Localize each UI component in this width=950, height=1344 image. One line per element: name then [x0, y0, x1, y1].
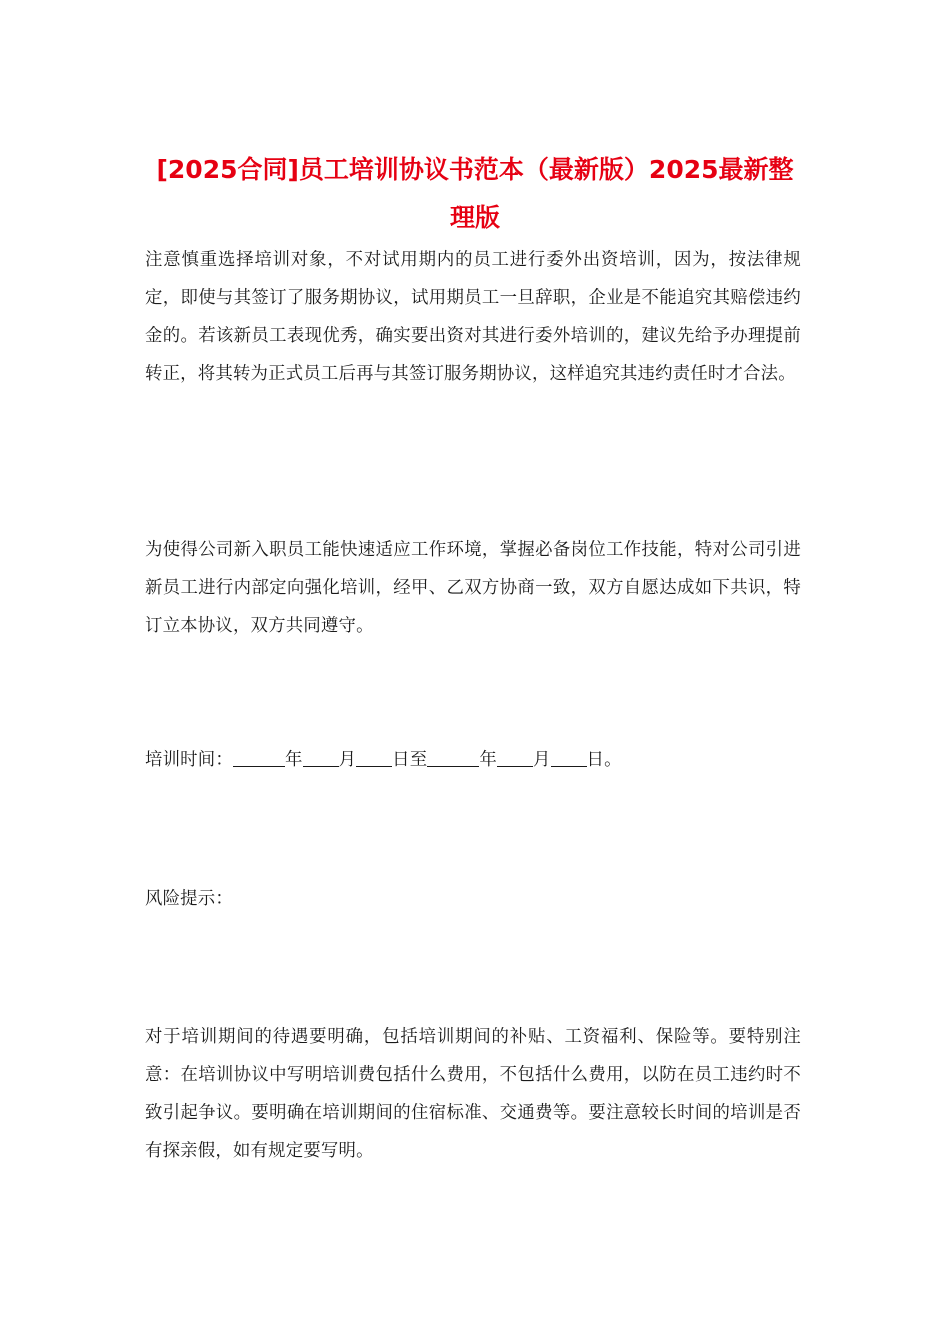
- end-day-unit: 日。: [586, 750, 622, 770]
- training-time-label: 培训时间：: [145, 750, 233, 770]
- start-day-unit: 日至: [392, 750, 428, 770]
- paragraph-agreement-purpose: 为使得公司新入职员工能快速适应工作环境，掌握必备岗位工作技能，特对公司引进新员工进行内部定向强化培训，经甲、乙双方协商一致，双方自愿达成如下共识，特订立本协议，双方共同遵守。: [145, 540, 801, 636]
- paragraph-training-selection: 注意慎重选择培训对象，不对试用期内的员工进行委外出资培训，因为，按法律规定，即使与其签订了服务期协议，试用期员工一旦辞职，企业是不能追究其赔偿违约金的。若该新员工表现优秀，确实要出资对其进行委外培训的，建议先给予办理提前转正，将其转为正式员工后再与其签订服务期协议，这样追究其违约责任时才合法。: [145, 250, 801, 384]
- start-month-unit: 月: [338, 750, 357, 770]
- document-title: [2025合同]员工培训协议书范本（最新版）2025最新整理版: [156, 155, 794, 232]
- end-year-blank[interactable]: [427, 748, 479, 767]
- paragraph-risk-notice: 对于培训期间的待遇要明确，包括培训期间的补贴、工资福利、保险等。要特别注意：在培训协议中写明培训费包括什么费用，不包括什么费用，以防在员工违约时不致引起争议。要明确在培训期间的住宿标准、交通费等。要注意较长时间的培训是否有探亲假，如有规定要写明。: [145, 1027, 801, 1161]
- end-year-unit: 年: [479, 750, 497, 770]
- end-month-unit: 月: [532, 750, 551, 770]
- start-month-blank[interactable]: [303, 748, 339, 767]
- end-month-blank[interactable]: [497, 748, 533, 767]
- end-day-blank[interactable]: [551, 748, 587, 767]
- training-time-line: [145, 741, 801, 779]
- start-year-unit: 年: [284, 750, 303, 770]
- start-year-blank[interactable]: [233, 748, 285, 767]
- start-day-blank[interactable]: [356, 748, 392, 767]
- risk-notice-label: 风险提示：: [145, 889, 233, 909]
